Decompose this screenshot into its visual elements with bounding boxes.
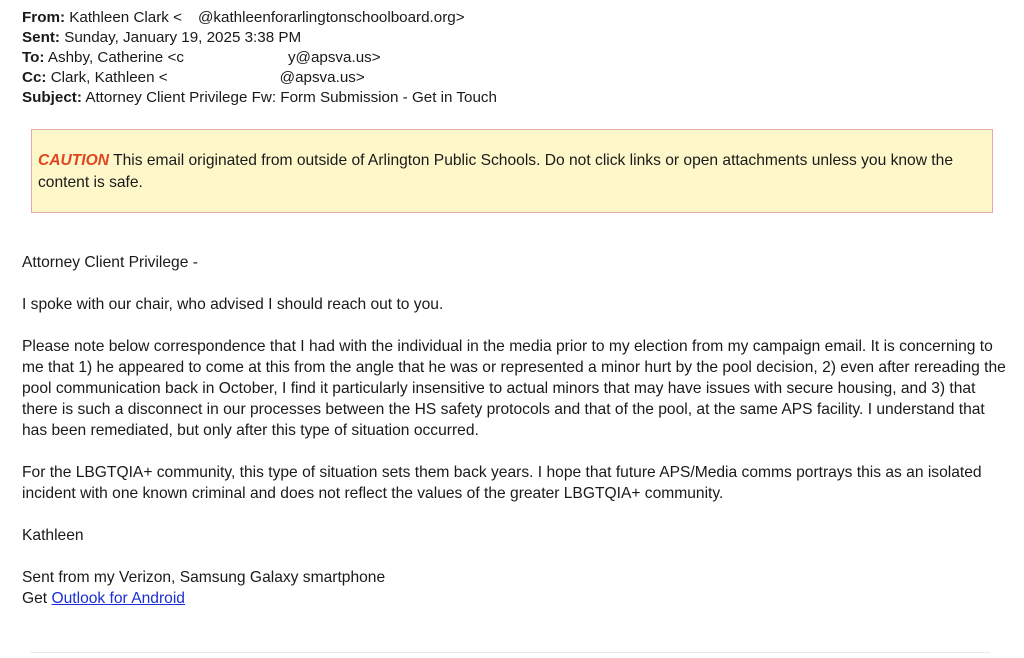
subject-label: Subject: xyxy=(22,89,82,106)
redaction-block xyxy=(168,71,280,85)
body-paragraph: For the LBGTQIA+ community, this type of situation sets them back years. I hope that future APS/Media comms portrays this as an isolated incident with one known criminal and does not reflect the values of the greater LBGTQIA+ community. xyxy=(22,464,982,502)
redaction-block xyxy=(182,11,198,25)
divider xyxy=(30,652,990,653)
email-body xyxy=(22,252,1007,609)
sent-value: Sunday, January 19, 2025 3:38 PM xyxy=(64,29,302,46)
from-name: Kathleen Clark < xyxy=(69,9,182,26)
cc-email: @apsva.us> xyxy=(279,69,365,86)
sent-from-line: Sent from my Verizon, Samsung Galaxy smartphone xyxy=(22,569,386,586)
body-paragraph: I spoke with our chair, who advised I should reach out to you. xyxy=(22,296,444,313)
sent-label: Sent: xyxy=(22,29,60,46)
cc-label: Cc: xyxy=(22,69,47,86)
redaction-block xyxy=(184,51,288,65)
caution-label: CAUTION xyxy=(38,152,110,169)
from-line xyxy=(22,8,497,28)
caution-text: This email originated from outside of Arlington Public Schools. Do not click links or open attachments unless you know the content is safe. xyxy=(38,152,953,191)
subject-line xyxy=(22,88,497,108)
cc-name: Clark, Kathleen < xyxy=(50,69,168,86)
get-prefix: Get xyxy=(22,590,52,607)
signoff: Kathleen xyxy=(22,527,84,544)
email-header xyxy=(22,8,497,108)
from-label: From: xyxy=(22,9,66,26)
body-paragraph: Please note below correspondence that I had with the individual in the media prior to my election from my campaign email. It is concerning to me that 1) he appeared to come at this from the angle that he was or represented a minor hurt by the pool decision, 2) even after rereading the pool communication back in October, I find it particularly insensitive to actual minors that may have issues with secure housing, and 3) that there is such a disconnect in our processes between the HS safety protocols and that of the pool, at the same APS facility. I understand that has been remediated, but only after this type of situation occurred. xyxy=(22,338,1006,439)
to-name: Ashby, Catherine <c xyxy=(47,49,184,66)
to-line xyxy=(22,48,497,68)
sent-line xyxy=(22,28,497,48)
cc-line xyxy=(22,68,497,88)
from-email: @kathleenforarlingtonschoolboard.org> xyxy=(197,9,465,26)
caution-banner xyxy=(31,129,993,213)
to-label: To: xyxy=(22,49,45,66)
subject-value: Attorney Client Privilege Fw: Form Submission - Get in Touch xyxy=(85,89,497,106)
get-outlook-line xyxy=(22,588,1007,609)
signature xyxy=(22,567,1007,609)
privilege-line: Attorney Client Privilege - xyxy=(22,254,198,271)
to-email: y@apsva.us> xyxy=(287,49,381,66)
outlook-for-android-link[interactable]: Outlook for Android xyxy=(51,590,185,607)
